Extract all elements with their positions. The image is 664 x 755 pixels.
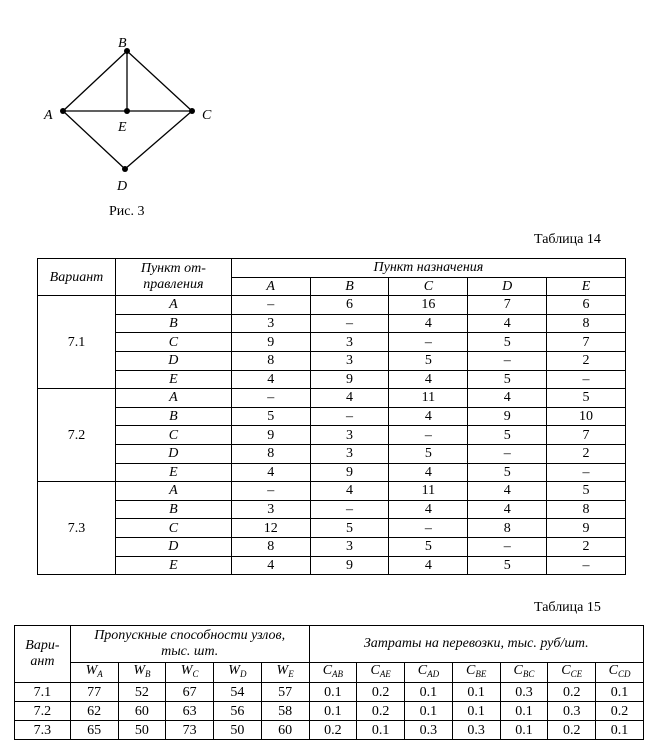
origin-point-cell: E <box>115 463 231 482</box>
value-cell: 58 <box>261 702 309 721</box>
table14 <box>37 258 626 575</box>
value-cell: 56 <box>214 702 262 721</box>
origin-point-cell: D <box>115 537 231 556</box>
value-cell: 0.2 <box>548 721 596 740</box>
value-cell: 4 <box>389 463 468 482</box>
table-row <box>38 370 626 389</box>
table-row <box>38 407 626 426</box>
value-cell: 0.2 <box>357 702 405 721</box>
subheader-sub: AD <box>427 669 440 679</box>
value-cell: 6 <box>547 296 626 315</box>
value-cell: 0.3 <box>405 721 453 740</box>
header-variant15-line1: Вари- <box>25 638 60 653</box>
value-cell: 0.3 <box>500 683 548 702</box>
subheader-base: C <box>466 663 476 678</box>
value-cell: – <box>310 314 389 333</box>
subheader-base: W <box>180 663 193 678</box>
value-cell: – <box>547 370 626 389</box>
subheader-cell <box>596 663 644 683</box>
graph-figure <box>0 0 664 235</box>
value-cell: 9 <box>468 407 547 426</box>
value-cell: 9 <box>310 370 389 389</box>
subheader-sub: BC <box>522 669 535 679</box>
value-cell: 5 <box>468 556 547 575</box>
value-cell: 4 <box>310 482 389 501</box>
value-cell: 62 <box>70 702 118 721</box>
vertex-a <box>60 108 66 114</box>
value-cell: 5 <box>547 482 626 501</box>
table-row <box>38 351 626 370</box>
value-cell: 8 <box>231 444 310 463</box>
value-cell: 3 <box>310 537 389 556</box>
subheader-sub: A <box>97 669 103 679</box>
value-cell: 9 <box>231 333 310 352</box>
subheader-base: C <box>417 663 428 678</box>
value-cell: 0.1 <box>500 702 548 721</box>
origin-point-cell: C <box>115 426 231 445</box>
value-cell: 5 <box>468 426 547 445</box>
value-cell: 5 <box>547 389 626 408</box>
value-cell: 63 <box>166 702 214 721</box>
subheader-cell <box>500 663 548 683</box>
value-cell: 5 <box>468 370 547 389</box>
header-dest-1: B <box>310 277 389 296</box>
origin-point-cell: A <box>115 482 231 501</box>
vertex-label-c: C <box>202 108 212 123</box>
value-cell: 5 <box>310 519 389 538</box>
value-cell: 4 <box>389 407 468 426</box>
table-row <box>38 314 626 333</box>
value-cell: 9 <box>310 556 389 575</box>
value-cell: 0.1 <box>500 721 548 740</box>
table-row <box>38 389 626 408</box>
value-cell: 4 <box>389 370 468 389</box>
vertex-label-a: A <box>44 108 53 123</box>
header-capacity <box>70 626 309 663</box>
value-cell: – <box>389 519 468 538</box>
value-cell: 60 <box>118 702 166 721</box>
origin-point-cell: B <box>115 500 231 519</box>
subheader-base: C <box>561 663 571 678</box>
value-cell: 0.2 <box>548 683 596 702</box>
table-row <box>15 683 644 702</box>
table-row <box>38 537 626 556</box>
origin-point-cell: D <box>115 351 231 370</box>
value-cell: 60 <box>261 721 309 740</box>
header-capacity-line1: Пропускные способности узлов, <box>94 628 286 643</box>
value-cell: 7 <box>547 426 626 445</box>
value-cell: 8 <box>231 537 310 556</box>
table-row <box>38 482 626 501</box>
vertex-d <box>122 166 128 172</box>
value-cell: 0.1 <box>596 683 644 702</box>
header-variant: Вариант <box>38 259 116 296</box>
value-cell: 4 <box>468 500 547 519</box>
subheader-sub: AB <box>332 669 344 679</box>
value-cell: 0.1 <box>405 683 453 702</box>
value-cell: – <box>547 556 626 575</box>
subheader-cell <box>452 663 500 683</box>
value-cell: – <box>468 444 547 463</box>
origin-point-cell: B <box>115 314 231 333</box>
value-cell: 4 <box>231 463 310 482</box>
table-row <box>38 426 626 445</box>
edge-bc <box>127 51 192 111</box>
value-cell: – <box>231 296 310 315</box>
edge-ab <box>63 51 127 111</box>
value-cell: 3 <box>310 426 389 445</box>
value-cell: 16 <box>389 296 468 315</box>
subheader-sub: CD <box>617 669 631 679</box>
value-cell: 5 <box>468 463 547 482</box>
variant-cell: 7.2 <box>38 389 116 482</box>
subheader-cell <box>357 663 405 683</box>
value-cell: 50 <box>118 721 166 740</box>
value-cell: – <box>468 537 547 556</box>
header-destination: Пункт назначения <box>231 259 625 278</box>
value-cell: 2 <box>547 351 626 370</box>
origin-point-cell: A <box>115 296 231 315</box>
origin-point-cell: B <box>115 407 231 426</box>
value-cell: 0.2 <box>596 702 644 721</box>
value-cell: 4 <box>468 482 547 501</box>
header-origin-line1: Пункт от- <box>140 261 206 277</box>
header-dest-0: A <box>231 277 310 296</box>
value-cell: 0.1 <box>452 702 500 721</box>
value-cell: 5 <box>389 444 468 463</box>
value-cell: 4 <box>389 500 468 519</box>
table-row <box>38 296 626 315</box>
header-origin <box>115 259 231 296</box>
table-row <box>38 444 626 463</box>
value-cell: 0.1 <box>357 721 405 740</box>
value-cell: 0.1 <box>596 721 644 740</box>
value-cell: 0.3 <box>548 702 596 721</box>
value-cell: 2 <box>547 537 626 556</box>
value-cell: – <box>468 351 547 370</box>
subheader-cell <box>548 663 596 683</box>
value-cell: 6 <box>310 296 389 315</box>
subheader-sub: B <box>145 669 151 679</box>
value-cell: 11 <box>389 389 468 408</box>
origin-point-cell: C <box>115 519 231 538</box>
value-cell: 3 <box>231 500 310 519</box>
value-cell: 0.1 <box>405 702 453 721</box>
table15 <box>14 625 644 740</box>
value-cell: 9 <box>547 519 626 538</box>
value-cell: 5 <box>231 407 310 426</box>
subheader-sub: AE <box>379 669 391 679</box>
subheader-base: W <box>85 663 98 678</box>
value-cell: – <box>547 463 626 482</box>
subheader-base: C <box>370 663 380 678</box>
edge-cd <box>125 111 192 169</box>
value-cell: 10 <box>547 407 626 426</box>
value-cell: 0.3 <box>452 721 500 740</box>
value-cell: 7 <box>547 333 626 352</box>
value-cell: 5 <box>389 351 468 370</box>
origin-point-cell: C <box>115 333 231 352</box>
value-cell: 4 <box>468 314 547 333</box>
variant-cell: 7.1 <box>15 683 71 702</box>
figure-caption: Рис. 3 <box>109 204 145 219</box>
table-row <box>38 556 626 575</box>
value-cell: 57 <box>261 683 309 702</box>
value-cell: 7 <box>468 296 547 315</box>
subheader-base: C <box>513 663 523 678</box>
value-cell: 0.2 <box>357 683 405 702</box>
value-cell: 4 <box>389 314 468 333</box>
value-cell: – <box>310 407 389 426</box>
value-cell: 4 <box>468 389 547 408</box>
value-cell: 11 <box>389 482 468 501</box>
subheader-cell <box>405 663 453 683</box>
value-cell: 54 <box>214 683 262 702</box>
value-cell: 4 <box>231 370 310 389</box>
header-dest-2: C <box>389 277 468 296</box>
header-origin-line2: правления <box>143 277 204 293</box>
subheader-cell <box>261 663 309 683</box>
origin-point-cell: D <box>115 444 231 463</box>
value-cell: – <box>389 426 468 445</box>
subheader-base: W <box>228 663 240 678</box>
value-cell: 52 <box>118 683 166 702</box>
value-cell: – <box>310 500 389 519</box>
value-cell: 9 <box>310 463 389 482</box>
variant-cell: 7.3 <box>38 482 116 575</box>
origin-point-cell: E <box>115 556 231 575</box>
value-cell: 4 <box>310 389 389 408</box>
origin-point-cell: A <box>115 389 231 408</box>
table15-caption: Таблица 15 <box>534 600 601 615</box>
vertex-label-e: E <box>118 120 127 135</box>
subheader-cell <box>70 663 118 683</box>
header-capacity-line2: тыс. шт. <box>161 644 219 659</box>
variant-cell: 7.3 <box>15 721 71 740</box>
value-cell: 0.2 <box>309 721 357 740</box>
table-row <box>38 500 626 519</box>
subheader-base: C <box>608 663 618 678</box>
value-cell: 73 <box>166 721 214 740</box>
value-cell: 12 <box>231 519 310 538</box>
value-cell: – <box>231 482 310 501</box>
value-cell: 8 <box>547 500 626 519</box>
subheader-cell <box>118 663 166 683</box>
value-cell: 5 <box>468 333 547 352</box>
value-cell: 4 <box>231 556 310 575</box>
vertex-label-d: D <box>117 179 128 194</box>
subheader-base: W <box>276 663 289 678</box>
table-row <box>38 519 626 538</box>
value-cell: 0.1 <box>309 683 357 702</box>
subheader-sub: CE <box>570 669 583 679</box>
header-variant15-line2: ант <box>30 654 55 669</box>
subheader-sub: BE <box>475 669 487 679</box>
value-cell: 8 <box>468 519 547 538</box>
value-cell: 0.1 <box>309 702 357 721</box>
value-cell: 65 <box>70 721 118 740</box>
header-dest-4: E <box>547 277 626 296</box>
value-cell: 3 <box>310 444 389 463</box>
value-cell: – <box>231 389 310 408</box>
table-row <box>38 333 626 352</box>
value-cell: 3 <box>310 351 389 370</box>
value-cell: 3 <box>231 314 310 333</box>
table-row <box>15 702 644 721</box>
subheader-base: C <box>322 663 333 678</box>
vertex-e <box>124 108 130 114</box>
value-cell: 9 <box>231 426 310 445</box>
value-cell: 0.1 <box>452 683 500 702</box>
vertex-c <box>189 108 195 114</box>
value-cell: 50 <box>214 721 262 740</box>
value-cell: 8 <box>547 314 626 333</box>
subheader-cell <box>309 663 357 683</box>
header-variant15 <box>15 626 71 683</box>
subheader-cell <box>166 663 214 683</box>
table14-caption: Таблица 14 <box>534 232 601 247</box>
subheader-sub: E <box>288 669 294 679</box>
table-row <box>38 463 626 482</box>
value-cell: 5 <box>389 537 468 556</box>
value-cell: 67 <box>166 683 214 702</box>
subheader-sub: D <box>239 669 247 679</box>
value-cell: 4 <box>389 556 468 575</box>
value-cell: 77 <box>70 683 118 702</box>
origin-point-cell: E <box>115 370 231 389</box>
edge-ad <box>63 111 125 169</box>
value-cell: 8 <box>231 351 310 370</box>
variant-cell: 7.1 <box>38 296 116 389</box>
header-cost: Затраты на перевозки, тыс. руб/шт. <box>309 626 644 663</box>
header-dest-3: D <box>468 277 547 296</box>
value-cell: – <box>389 333 468 352</box>
value-cell: 3 <box>310 333 389 352</box>
table-row <box>15 721 644 740</box>
subheader-sub: C <box>192 669 199 679</box>
variant-cell: 7.2 <box>15 702 71 721</box>
subheader-cell <box>214 663 262 683</box>
vertex-label-b: B <box>118 36 127 51</box>
value-cell: 2 <box>547 444 626 463</box>
subheader-base: W <box>133 663 145 678</box>
